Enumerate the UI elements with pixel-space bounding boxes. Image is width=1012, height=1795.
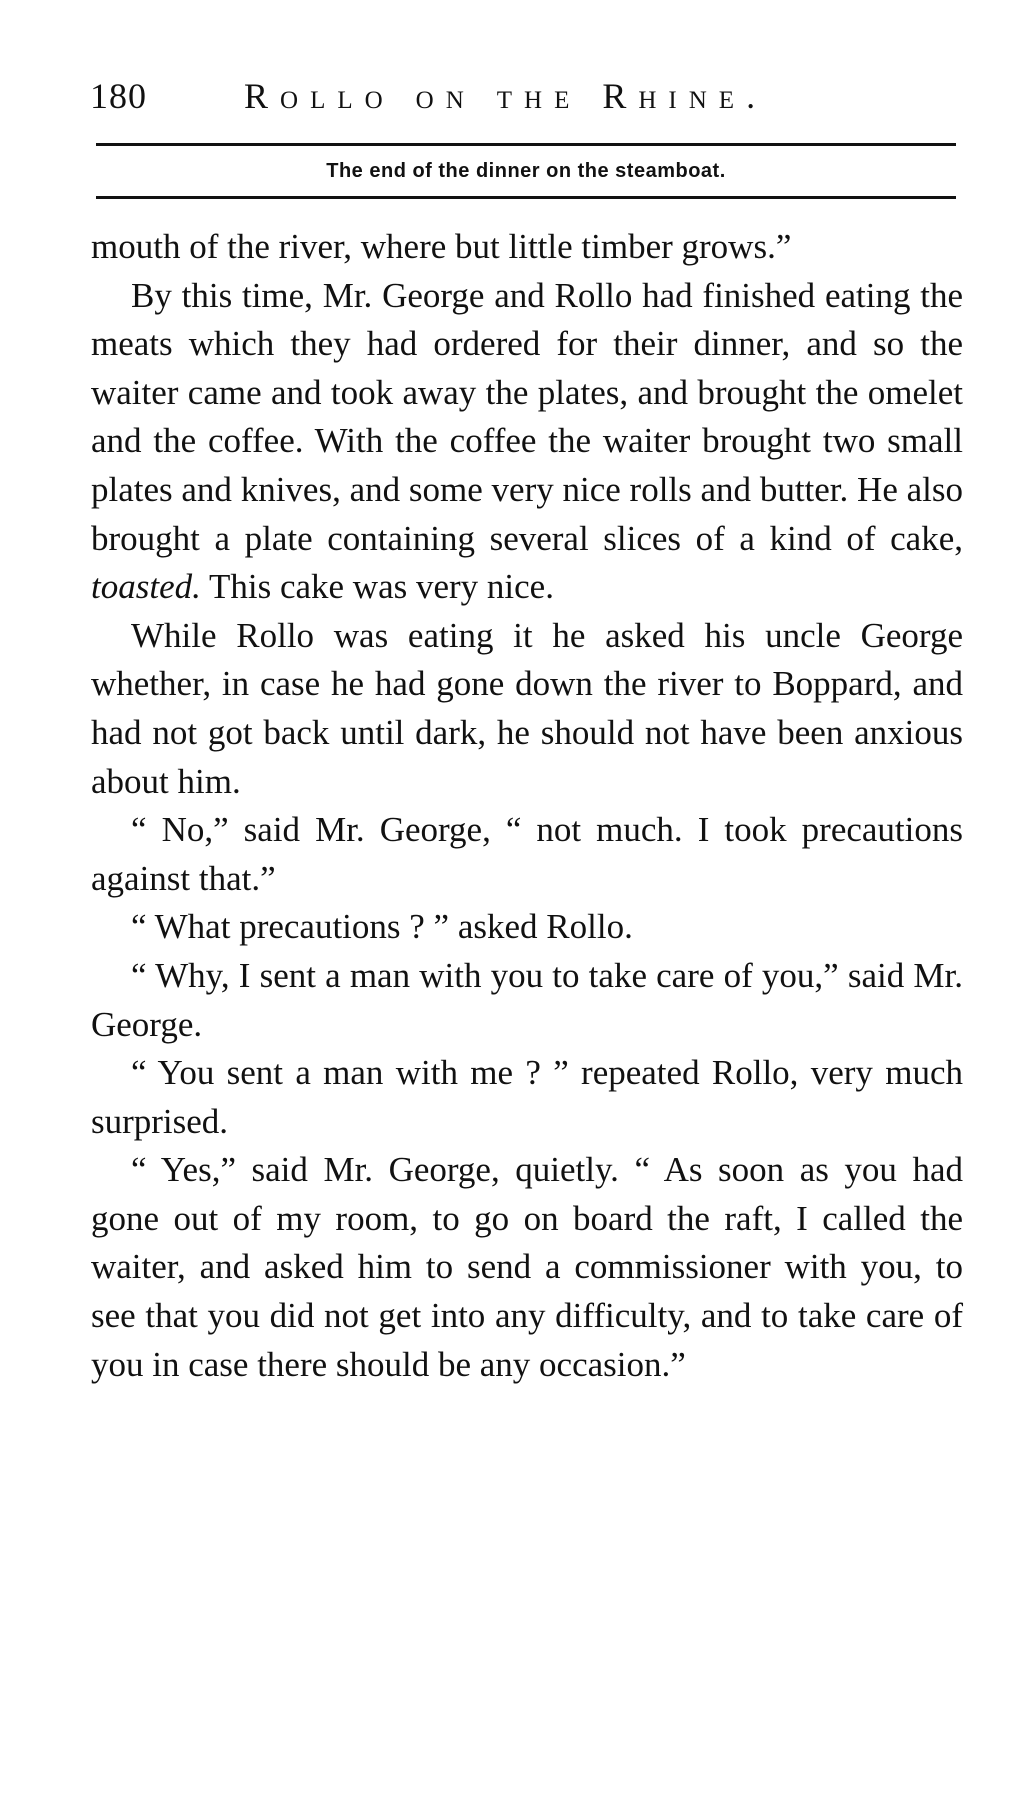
body-text	[91, 223, 963, 1389]
paragraph-text: This cake was very nice.	[200, 567, 554, 607]
paragraph-dialogue: “ Why, I sent a man with you to take care of you,” said Mr. George.	[91, 955, 963, 1044]
paragraph-dinner	[91, 272, 963, 612]
page-number: 180	[90, 76, 147, 116]
paragraph-dialogue: “ Yes,” said Mr. George, quietly. “ As soon as you had gone out of my room, to go on board the raft, I called the waiter, and asked him to send a commissioner with you, to see that you did not get into any difficulty, and to take care of you in case there should be any occasion.”	[91, 1150, 963, 1384]
paragraph-dialogue: “ No,” said Mr. George, “ not much. I took precautions against that.”	[91, 810, 963, 898]
top-rule	[96, 143, 956, 146]
bottom-rule	[96, 196, 956, 199]
paragraph-text: By this time, Mr. George and Rollo had finished eating the meats which they had ordered for their dinner, and so the waiter came and took away the plates, and brought the omelet and the coffee. With the coffee the waiter brought two small plates and knives, and some very nice rolls and butter. He also brought a plate containing several slices of a kind of cake,	[91, 275, 963, 558]
running-head	[90, 72, 956, 120]
paragraph-rollo-question: While Rollo was eating it he asked his uncle George whether, in case he had gone down the river to Boppard, and had not got back until dark, he should not have been anxious about him.	[91, 615, 963, 801]
emphasized-word: toasted.	[91, 567, 201, 607]
paragraph-dialogue: “ What precautions ? ” asked Rollo.	[131, 907, 633, 947]
paragraph-dialogue: “ You sent a man with me ? ” repeated Rollo, very much surprised.	[91, 1053, 963, 1141]
section-heading: The end of the dinner on the steamboat.	[326, 160, 726, 182]
paragraph-continued: mouth of the river, where but little timber grows.”	[91, 227, 792, 266]
book-title: Rollo on the Rhine.	[244, 76, 768, 116]
